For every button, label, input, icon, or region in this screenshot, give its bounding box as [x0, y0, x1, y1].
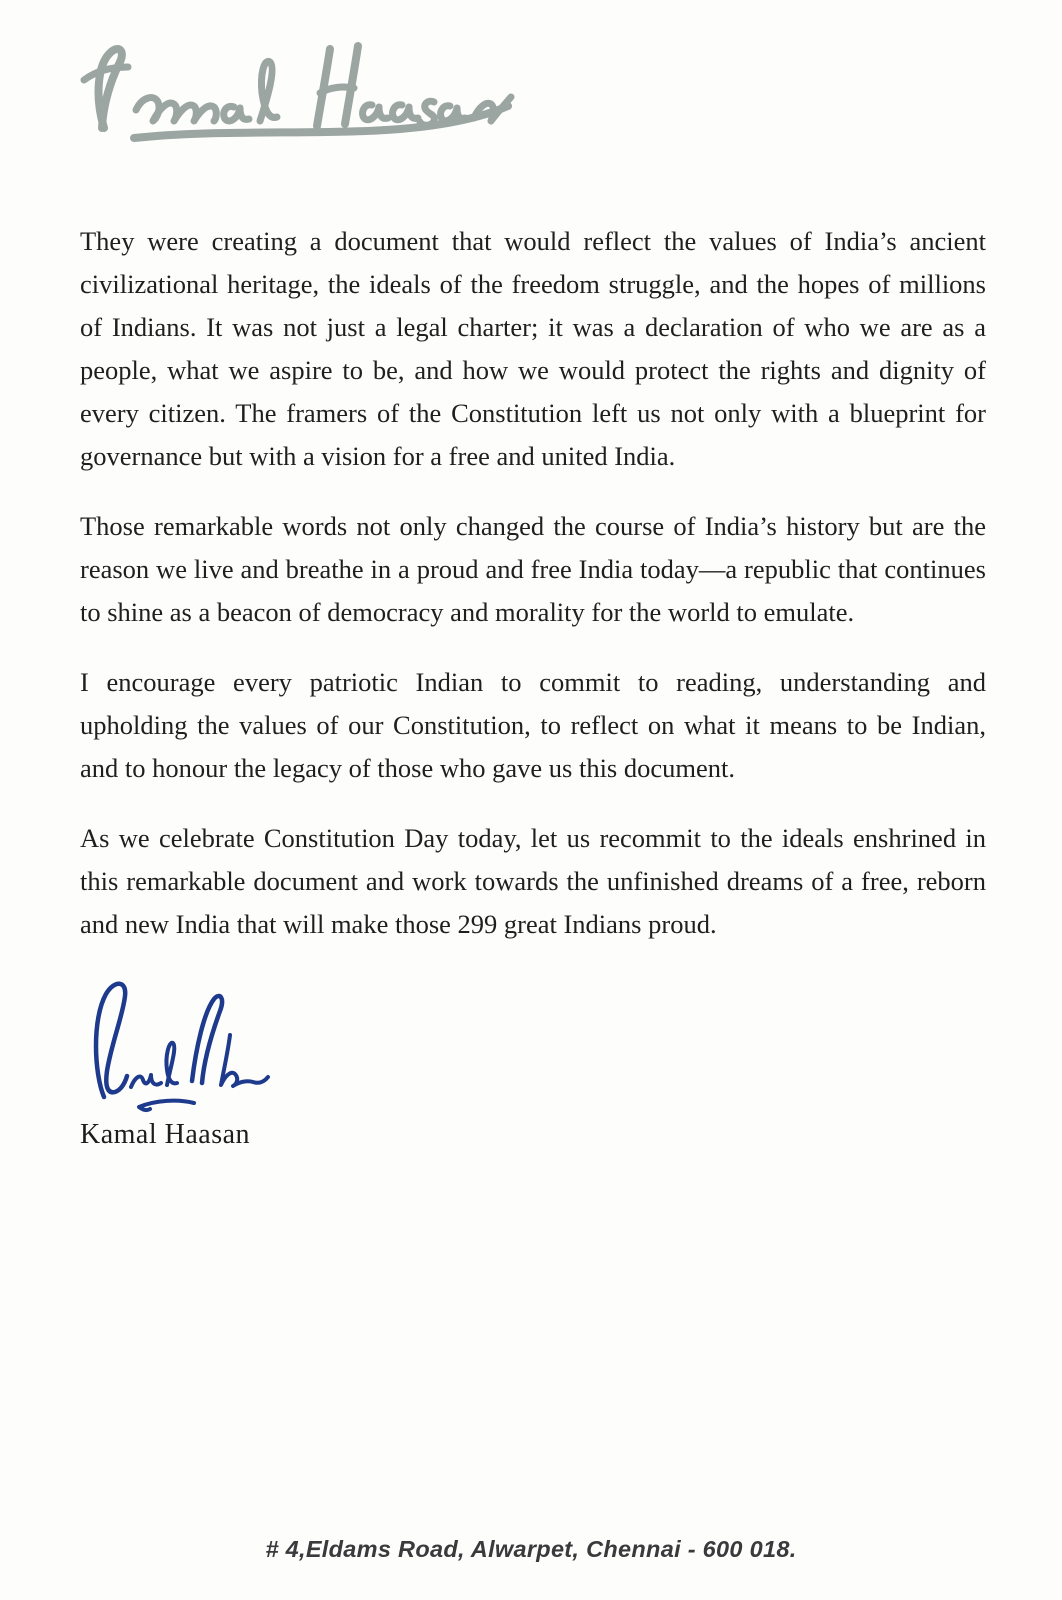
letterhead-signature-logo: [68, 34, 520, 146]
letter-paragraph-1: They were creating a document that would reflect the values of India’s ancient civilizational heritage, the ideals of the freedom struggle, and the hopes of millions of Indians. It was not just a legal charter; it was a declaration of who we are as a people, what we aspire to be, and how we would protect the rights and dignity of every citizen. The framers of the Constitution left us not only with a blueprint for governance but with a vision for a free and united India.: [80, 226, 986, 471]
letter-paragraph-4: As we celebrate Constitution Day today, let us recommit to the ideals enshrined in this remarkable document and work towards the unfinished dreams of a free, reborn and new India that will make those 299 great Indians proud.: [80, 823, 986, 939]
letter-paragraph-3: I encourage every patriotic Indian to commit to reading, understanding and upholding the values of our Constitution, to reflect on what it means to be Indian, and to honour the legacy of those who gave us this document.: [80, 667, 986, 783]
footer-address: # 4,Eldams Road, Alwarpet, Chennai - 600 018.: [265, 1536, 797, 1562]
letter-paragraph-2: Those remarkable words not only changed the course of India’s history but are the reason we live and breathe in a proud and free India today—a republic that continues to shine as a beacon of democracy and morality for the world to emulate.: [80, 511, 986, 627]
letter-body: [80, 220, 986, 1151]
handwritten-signature-icon: [84, 973, 276, 1119]
signature-block: [80, 973, 986, 1151]
printed-name: Kamal Haasan: [80, 1119, 251, 1150]
letterhead: [68, 34, 520, 146]
